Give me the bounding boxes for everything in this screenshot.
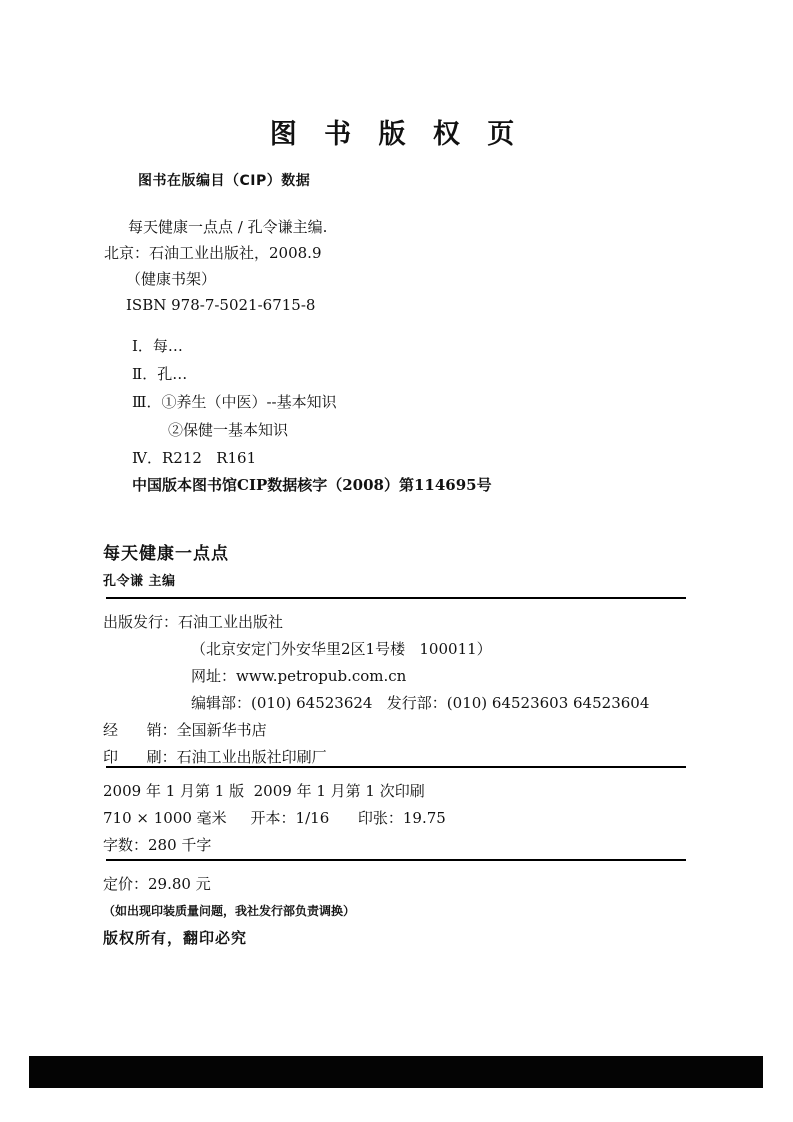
publisher-details bbox=[103, 609, 723, 771]
cip-class-entry-3-sub: ②保健一基本知识 bbox=[168, 421, 289, 439]
publisher-website-row bbox=[103, 663, 723, 690]
publisher-address-row bbox=[103, 636, 723, 663]
publisher-phones-row bbox=[103, 690, 723, 717]
format-row bbox=[103, 805, 723, 832]
scan-artifact-bar bbox=[29, 1056, 763, 1088]
page-title: 图 书 版 权 页 bbox=[269, 119, 524, 150]
cip-class-entry-2: Ⅱ．孔… bbox=[132, 365, 188, 383]
phone-gap bbox=[372, 694, 386, 712]
cip-verification-number: 中国版本图书馆CIP数据核字（2008）第114695号 bbox=[132, 476, 492, 494]
print-details bbox=[103, 778, 723, 859]
cip-line-title-author: 每天健康一点点 / 孔令谦主编. bbox=[128, 218, 328, 236]
distribution-phone: (010) 64523603 64523604 bbox=[446, 694, 650, 712]
sheets-gap bbox=[329, 809, 358, 827]
publisher-name: 石油工业出版社 bbox=[178, 613, 284, 631]
cip-class-entry-3: Ⅲ．①养生（中医）--基本知识 bbox=[132, 393, 337, 411]
edition-row bbox=[103, 778, 723, 805]
website-url: www.petropub.com.cn bbox=[236, 667, 407, 685]
colophon-book-title: 每天健康一点点 bbox=[103, 544, 229, 564]
divider-rule-top bbox=[106, 597, 686, 599]
wordcount-value: 280 千字 bbox=[148, 836, 212, 854]
cip-line-imprint: 北京：石油工业出版社，2008.9 bbox=[104, 244, 322, 262]
cip-line-isbn: ISBN 978-7-5021-6715-8 bbox=[126, 296, 316, 314]
publisher-label: 出版发行： bbox=[103, 613, 179, 631]
format-label: 开本： bbox=[250, 809, 296, 827]
distributor-name: 全国新华书店 bbox=[176, 721, 267, 739]
cip-classification bbox=[104, 332, 664, 472]
publisher-address: （北京安定门外安华里2区1号楼 100011） bbox=[191, 640, 492, 658]
printer-label: 印 刷： bbox=[103, 748, 177, 766]
cip-class-entry-1: Ⅰ．每… bbox=[132, 337, 183, 355]
cip-section-heading: 图书在版编目（CIP）数据 bbox=[138, 173, 311, 189]
distributor-label: 经 销： bbox=[103, 721, 177, 739]
editorial-label: 编辑部： bbox=[191, 694, 252, 712]
cip-record bbox=[104, 214, 664, 318]
edition-text: 2009 年 1 月第 1 版 2009 年 1 月第 1 次印刷 bbox=[103, 782, 425, 800]
paper-size: 710 × 1000 毫米 bbox=[103, 809, 227, 827]
price-row bbox=[103, 871, 723, 898]
printer-name: 石油工业出版社印刷厂 bbox=[176, 748, 327, 766]
price-details bbox=[103, 871, 723, 952]
wordcount-row bbox=[103, 832, 723, 859]
divider-rule-bottom bbox=[106, 859, 686, 861]
cip-class-entry-4: Ⅳ．R212 R161 bbox=[132, 449, 257, 467]
colophon-editor: 孔令谦 主编 bbox=[103, 574, 176, 589]
publisher-row bbox=[103, 609, 723, 636]
distribution-label: 发行部： bbox=[386, 694, 447, 712]
sheets-label: 印张： bbox=[357, 809, 403, 827]
copyright-notice: 版权所有，翻印必究 bbox=[103, 929, 248, 947]
exchange-note: （如出现印装质量问题，我社发行部负责调换） bbox=[103, 904, 356, 918]
distributor-row bbox=[103, 717, 723, 744]
price-label: 定价： bbox=[103, 875, 149, 893]
cip-line-series: （健康书架） bbox=[126, 270, 217, 288]
format-gap bbox=[227, 809, 251, 827]
editorial-phone: (010) 64523624 bbox=[251, 694, 373, 712]
website-label: 网址： bbox=[191, 667, 237, 685]
format-value: 1/16 bbox=[295, 809, 330, 827]
divider-rule-middle bbox=[106, 766, 686, 768]
price-value: 29.80 元 bbox=[148, 875, 211, 893]
wordcount-label: 字数： bbox=[103, 836, 149, 854]
sheets-value: 19.75 bbox=[402, 809, 446, 827]
